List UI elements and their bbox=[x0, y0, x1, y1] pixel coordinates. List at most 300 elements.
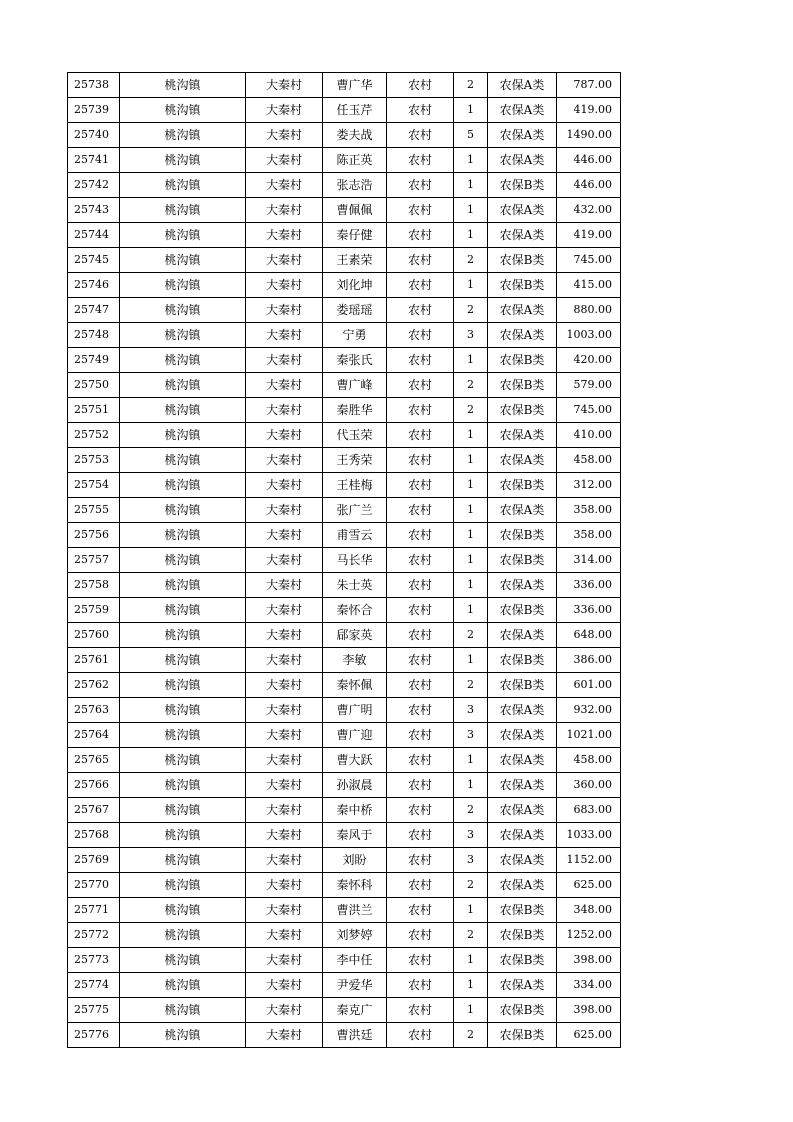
town-cell: 桃沟镇 bbox=[120, 198, 246, 223]
village-cell: 大秦村 bbox=[246, 323, 323, 348]
record-number-cell: 25767 bbox=[68, 798, 120, 823]
name-cell: 秦怀科 bbox=[323, 873, 387, 898]
village-cell: 大秦村 bbox=[246, 723, 323, 748]
amount-cell: 458.00 bbox=[557, 748, 621, 773]
member-count-cell: 1 bbox=[454, 223, 488, 248]
amount-cell: 1021.00 bbox=[557, 723, 621, 748]
name-cell: 刘盼 bbox=[323, 848, 387, 873]
household-type-cell: 农村 bbox=[387, 498, 454, 523]
table-row bbox=[68, 223, 621, 248]
record-number-cell: 25745 bbox=[68, 248, 120, 273]
village-cell: 大秦村 bbox=[246, 348, 323, 373]
name-cell: 张志浩 bbox=[323, 173, 387, 198]
household-type-cell: 农村 bbox=[387, 823, 454, 848]
member-count-cell: 1 bbox=[454, 548, 488, 573]
member-count-cell: 3 bbox=[454, 848, 488, 873]
amount-cell: 386.00 bbox=[557, 648, 621, 673]
member-count-cell: 1 bbox=[454, 498, 488, 523]
member-count-cell: 5 bbox=[454, 123, 488, 148]
amount-cell: 358.00 bbox=[557, 523, 621, 548]
table-row bbox=[68, 73, 621, 98]
member-count-cell: 2 bbox=[454, 623, 488, 648]
household-type-cell: 农村 bbox=[387, 223, 454, 248]
insurance-category-cell: 农保B类 bbox=[488, 173, 557, 198]
insurance-category-cell: 农保B类 bbox=[488, 548, 557, 573]
name-cell: 曹广华 bbox=[323, 73, 387, 98]
member-count-cell: 1 bbox=[454, 98, 488, 123]
household-type-cell: 农村 bbox=[387, 698, 454, 723]
record-number-cell: 25739 bbox=[68, 98, 120, 123]
village-cell: 大秦村 bbox=[246, 623, 323, 648]
record-number-cell: 25760 bbox=[68, 623, 120, 648]
name-cell: 张广兰 bbox=[323, 498, 387, 523]
town-cell: 桃沟镇 bbox=[120, 948, 246, 973]
member-count-cell: 1 bbox=[454, 773, 488, 798]
insurance-category-cell: 农保B类 bbox=[488, 523, 557, 548]
town-cell: 桃沟镇 bbox=[120, 73, 246, 98]
record-number-cell: 25754 bbox=[68, 473, 120, 498]
table-row bbox=[68, 473, 621, 498]
town-cell: 桃沟镇 bbox=[120, 148, 246, 173]
table-row bbox=[68, 648, 621, 673]
insurance-category-cell: 农保A类 bbox=[488, 723, 557, 748]
amount-cell: 312.00 bbox=[557, 473, 621, 498]
name-cell: 秦风于 bbox=[323, 823, 387, 848]
town-cell: 桃沟镇 bbox=[120, 223, 246, 248]
amount-cell: 314.00 bbox=[557, 548, 621, 573]
record-number-cell: 25761 bbox=[68, 648, 120, 673]
member-count-cell: 2 bbox=[454, 923, 488, 948]
insurance-category-cell: 农保B类 bbox=[488, 923, 557, 948]
record-number-cell: 25742 bbox=[68, 173, 120, 198]
household-type-cell: 农村 bbox=[387, 548, 454, 573]
record-number-cell: 25762 bbox=[68, 673, 120, 698]
amount-cell: 1033.00 bbox=[557, 823, 621, 848]
household-type-cell: 农村 bbox=[387, 473, 454, 498]
town-cell: 桃沟镇 bbox=[120, 173, 246, 198]
member-count-cell: 1 bbox=[454, 748, 488, 773]
name-cell: 秦中桥 bbox=[323, 798, 387, 823]
household-type-cell: 农村 bbox=[387, 648, 454, 673]
record-number-cell: 25750 bbox=[68, 373, 120, 398]
amount-cell: 336.00 bbox=[557, 573, 621, 598]
village-cell: 大秦村 bbox=[246, 98, 323, 123]
record-number-cell: 25768 bbox=[68, 823, 120, 848]
amount-cell: 579.00 bbox=[557, 373, 621, 398]
insurance-category-cell: 农保A类 bbox=[488, 623, 557, 648]
table-row bbox=[68, 998, 621, 1023]
town-cell: 桃沟镇 bbox=[120, 398, 246, 423]
table-row bbox=[68, 348, 621, 373]
town-cell: 桃沟镇 bbox=[120, 923, 246, 948]
household-type-cell: 农村 bbox=[387, 248, 454, 273]
member-count-cell: 3 bbox=[454, 323, 488, 348]
insurance-category-cell: 农保B类 bbox=[488, 1023, 557, 1048]
household-type-cell: 农村 bbox=[387, 973, 454, 998]
table-row bbox=[68, 98, 621, 123]
amount-cell: 1152.00 bbox=[557, 848, 621, 873]
table-row bbox=[68, 173, 621, 198]
name-cell: 娄瑶瑶 bbox=[323, 298, 387, 323]
village-cell: 大秦村 bbox=[246, 823, 323, 848]
name-cell: 秦怀合 bbox=[323, 598, 387, 623]
village-cell: 大秦村 bbox=[246, 73, 323, 98]
name-cell: 李中任 bbox=[323, 948, 387, 973]
insurance-category-cell: 农保A类 bbox=[488, 223, 557, 248]
insurance-category-cell: 农保B类 bbox=[488, 248, 557, 273]
record-number-cell: 25743 bbox=[68, 198, 120, 223]
insurance-category-cell: 农保B类 bbox=[488, 673, 557, 698]
name-cell: 李敏 bbox=[323, 648, 387, 673]
record-number-cell: 25744 bbox=[68, 223, 120, 248]
insurance-category-cell: 农保B类 bbox=[488, 348, 557, 373]
insurance-category-cell: 农保A类 bbox=[488, 748, 557, 773]
village-cell: 大秦村 bbox=[246, 798, 323, 823]
household-type-cell: 农村 bbox=[387, 148, 454, 173]
village-cell: 大秦村 bbox=[246, 248, 323, 273]
insurance-category-cell: 农保B类 bbox=[488, 648, 557, 673]
insurance-category-cell: 农保A类 bbox=[488, 298, 557, 323]
record-number-cell: 25766 bbox=[68, 773, 120, 798]
name-cell: 曹洪兰 bbox=[323, 898, 387, 923]
name-cell: 曹洪廷 bbox=[323, 1023, 387, 1048]
table-row bbox=[68, 948, 621, 973]
household-type-cell: 农村 bbox=[387, 948, 454, 973]
insurance-category-cell: 农保A类 bbox=[488, 448, 557, 473]
amount-cell: 334.00 bbox=[557, 973, 621, 998]
table-row bbox=[68, 873, 621, 898]
member-count-cell: 1 bbox=[454, 973, 488, 998]
amount-cell: 648.00 bbox=[557, 623, 621, 648]
insurance-category-cell: 农保A类 bbox=[488, 848, 557, 873]
amount-cell: 1490.00 bbox=[557, 123, 621, 148]
amount-cell: 398.00 bbox=[557, 998, 621, 1023]
amount-cell: 787.00 bbox=[557, 73, 621, 98]
town-cell: 桃沟镇 bbox=[120, 848, 246, 873]
town-cell: 桃沟镇 bbox=[120, 473, 246, 498]
town-cell: 桃沟镇 bbox=[120, 673, 246, 698]
member-count-cell: 1 bbox=[454, 948, 488, 973]
record-number-cell: 25770 bbox=[68, 873, 120, 898]
name-cell: 刘化坤 bbox=[323, 273, 387, 298]
village-cell: 大秦村 bbox=[246, 1023, 323, 1048]
table-row bbox=[68, 298, 621, 323]
table-row bbox=[68, 973, 621, 998]
amount-cell: 1003.00 bbox=[557, 323, 621, 348]
table-row bbox=[68, 148, 621, 173]
record-number-cell: 25764 bbox=[68, 723, 120, 748]
village-cell: 大秦村 bbox=[246, 448, 323, 473]
village-cell: 大秦村 bbox=[246, 948, 323, 973]
table-row bbox=[68, 448, 621, 473]
record-number-cell: 25771 bbox=[68, 898, 120, 923]
member-count-cell: 3 bbox=[454, 823, 488, 848]
name-cell: 曹广峰 bbox=[323, 373, 387, 398]
town-cell: 桃沟镇 bbox=[120, 898, 246, 923]
name-cell: 秦克广 bbox=[323, 998, 387, 1023]
village-cell: 大秦村 bbox=[246, 173, 323, 198]
name-cell: 曹广迎 bbox=[323, 723, 387, 748]
member-count-cell: 2 bbox=[454, 873, 488, 898]
household-type-cell: 农村 bbox=[387, 748, 454, 773]
name-cell: 曹大跃 bbox=[323, 748, 387, 773]
member-count-cell: 3 bbox=[454, 698, 488, 723]
name-cell: 代玉荣 bbox=[323, 423, 387, 448]
household-type-cell: 农村 bbox=[387, 273, 454, 298]
town-cell: 桃沟镇 bbox=[120, 123, 246, 148]
record-number-cell: 25763 bbox=[68, 698, 120, 723]
member-count-cell: 1 bbox=[454, 423, 488, 448]
household-type-cell: 农村 bbox=[387, 448, 454, 473]
record-number-cell: 25752 bbox=[68, 423, 120, 448]
town-cell: 桃沟镇 bbox=[120, 298, 246, 323]
table-row bbox=[68, 1023, 621, 1048]
town-cell: 桃沟镇 bbox=[120, 798, 246, 823]
table-row bbox=[68, 823, 621, 848]
village-cell: 大秦村 bbox=[246, 523, 323, 548]
amount-cell: 336.00 bbox=[557, 598, 621, 623]
table-row bbox=[68, 923, 621, 948]
amount-cell: 745.00 bbox=[557, 248, 621, 273]
record-number-cell: 25769 bbox=[68, 848, 120, 873]
village-cell: 大秦村 bbox=[246, 398, 323, 423]
member-count-cell: 1 bbox=[454, 198, 488, 223]
record-number-cell: 25756 bbox=[68, 523, 120, 548]
member-count-cell: 2 bbox=[454, 398, 488, 423]
member-count-cell: 1 bbox=[454, 148, 488, 173]
member-count-cell: 1 bbox=[454, 523, 488, 548]
table-row bbox=[68, 623, 621, 648]
table-row bbox=[68, 748, 621, 773]
record-number-cell: 25759 bbox=[68, 598, 120, 623]
member-count-cell: 1 bbox=[454, 448, 488, 473]
amount-cell: 601.00 bbox=[557, 673, 621, 698]
town-cell: 桃沟镇 bbox=[120, 248, 246, 273]
records-table-body bbox=[68, 73, 621, 1048]
town-cell: 桃沟镇 bbox=[120, 548, 246, 573]
town-cell: 桃沟镇 bbox=[120, 423, 246, 448]
household-type-cell: 农村 bbox=[387, 723, 454, 748]
name-cell: 任玉芹 bbox=[323, 98, 387, 123]
village-cell: 大秦村 bbox=[246, 648, 323, 673]
town-cell: 桃沟镇 bbox=[120, 723, 246, 748]
household-type-cell: 农村 bbox=[387, 773, 454, 798]
insurance-category-cell: 农保A类 bbox=[488, 98, 557, 123]
member-count-cell: 2 bbox=[454, 673, 488, 698]
name-cell: 宁勇 bbox=[323, 323, 387, 348]
household-type-cell: 农村 bbox=[387, 348, 454, 373]
village-cell: 大秦村 bbox=[246, 498, 323, 523]
name-cell: 王桂梅 bbox=[323, 473, 387, 498]
insurance-category-cell: 农保B类 bbox=[488, 998, 557, 1023]
village-cell: 大秦村 bbox=[246, 298, 323, 323]
name-cell: 王素荣 bbox=[323, 248, 387, 273]
insurance-category-cell: 农保A类 bbox=[488, 698, 557, 723]
name-cell: 尹爱华 bbox=[323, 973, 387, 998]
town-cell: 桃沟镇 bbox=[120, 998, 246, 1023]
household-type-cell: 农村 bbox=[387, 873, 454, 898]
town-cell: 桃沟镇 bbox=[120, 598, 246, 623]
amount-cell: 458.00 bbox=[557, 448, 621, 473]
table-row bbox=[68, 398, 621, 423]
record-number-cell: 25755 bbox=[68, 498, 120, 523]
table-row bbox=[68, 123, 621, 148]
household-type-cell: 农村 bbox=[387, 623, 454, 648]
village-cell: 大秦村 bbox=[246, 473, 323, 498]
village-cell: 大秦村 bbox=[246, 273, 323, 298]
name-cell: 孙淑晨 bbox=[323, 773, 387, 798]
name-cell: 曹佩佩 bbox=[323, 198, 387, 223]
town-cell: 桃沟镇 bbox=[120, 523, 246, 548]
record-number-cell: 25774 bbox=[68, 973, 120, 998]
record-number-cell: 25738 bbox=[68, 73, 120, 98]
table-row bbox=[68, 248, 621, 273]
town-cell: 桃沟镇 bbox=[120, 873, 246, 898]
household-type-cell: 农村 bbox=[387, 848, 454, 873]
household-type-cell: 农村 bbox=[387, 423, 454, 448]
household-type-cell: 农村 bbox=[387, 323, 454, 348]
record-number-cell: 25741 bbox=[68, 148, 120, 173]
member-count-cell: 1 bbox=[454, 648, 488, 673]
name-cell: 朱士英 bbox=[323, 573, 387, 598]
village-cell: 大秦村 bbox=[246, 873, 323, 898]
record-number-cell: 25776 bbox=[68, 1023, 120, 1048]
town-cell: 桃沟镇 bbox=[120, 823, 246, 848]
record-number-cell: 25747 bbox=[68, 298, 120, 323]
name-cell: 马长华 bbox=[323, 548, 387, 573]
insurance-category-cell: 农保A类 bbox=[488, 773, 557, 798]
record-number-cell: 25765 bbox=[68, 748, 120, 773]
village-cell: 大秦村 bbox=[246, 673, 323, 698]
town-cell: 桃沟镇 bbox=[120, 348, 246, 373]
village-cell: 大秦村 bbox=[246, 598, 323, 623]
village-cell: 大秦村 bbox=[246, 148, 323, 173]
record-number-cell: 25751 bbox=[68, 398, 120, 423]
town-cell: 桃沟镇 bbox=[120, 623, 246, 648]
table-row bbox=[68, 898, 621, 923]
amount-cell: 410.00 bbox=[557, 423, 621, 448]
member-count-cell: 2 bbox=[454, 798, 488, 823]
village-cell: 大秦村 bbox=[246, 998, 323, 1023]
insurance-category-cell: 农保A类 bbox=[488, 73, 557, 98]
amount-cell: 420.00 bbox=[557, 348, 621, 373]
insurance-category-cell: 农保A类 bbox=[488, 148, 557, 173]
amount-cell: 446.00 bbox=[557, 148, 621, 173]
record-number-cell: 25746 bbox=[68, 273, 120, 298]
household-type-cell: 农村 bbox=[387, 923, 454, 948]
amount-cell: 419.00 bbox=[557, 223, 621, 248]
name-cell: 秦张氏 bbox=[323, 348, 387, 373]
table-row bbox=[68, 673, 621, 698]
member-count-cell: 1 bbox=[454, 573, 488, 598]
table-row bbox=[68, 698, 621, 723]
insurance-category-cell: 农保A类 bbox=[488, 573, 557, 598]
village-cell: 大秦村 bbox=[246, 698, 323, 723]
village-cell: 大秦村 bbox=[246, 848, 323, 873]
household-type-cell: 农村 bbox=[387, 73, 454, 98]
member-count-cell: 2 bbox=[454, 73, 488, 98]
amount-cell: 360.00 bbox=[557, 773, 621, 798]
table-row bbox=[68, 598, 621, 623]
name-cell: 陈正英 bbox=[323, 148, 387, 173]
town-cell: 桃沟镇 bbox=[120, 323, 246, 348]
insurance-category-cell: 农保A类 bbox=[488, 423, 557, 448]
household-type-cell: 农村 bbox=[387, 98, 454, 123]
record-number-cell: 25757 bbox=[68, 548, 120, 573]
town-cell: 桃沟镇 bbox=[120, 748, 246, 773]
amount-cell: 432.00 bbox=[557, 198, 621, 223]
household-type-cell: 农村 bbox=[387, 898, 454, 923]
table-row bbox=[68, 198, 621, 223]
insurance-category-cell: 农保A类 bbox=[488, 198, 557, 223]
name-cell: 秦怀佩 bbox=[323, 673, 387, 698]
household-type-cell: 农村 bbox=[387, 123, 454, 148]
amount-cell: 419.00 bbox=[557, 98, 621, 123]
town-cell: 桃沟镇 bbox=[120, 498, 246, 523]
insurance-category-cell: 农保A类 bbox=[488, 123, 557, 148]
town-cell: 桃沟镇 bbox=[120, 698, 246, 723]
insurance-category-cell: 农保B类 bbox=[488, 273, 557, 298]
amount-cell: 683.00 bbox=[557, 798, 621, 823]
insurance-category-cell: 农保A类 bbox=[488, 973, 557, 998]
household-type-cell: 农村 bbox=[387, 373, 454, 398]
record-number-cell: 25772 bbox=[68, 923, 120, 948]
table-row bbox=[68, 498, 621, 523]
amount-cell: 932.00 bbox=[557, 698, 621, 723]
table-row bbox=[68, 523, 621, 548]
table-row bbox=[68, 798, 621, 823]
household-type-cell: 农村 bbox=[387, 198, 454, 223]
household-type-cell: 农村 bbox=[387, 1023, 454, 1048]
town-cell: 桃沟镇 bbox=[120, 98, 246, 123]
member-count-cell: 2 bbox=[454, 298, 488, 323]
name-cell: 曹广明 bbox=[323, 698, 387, 723]
amount-cell: 880.00 bbox=[557, 298, 621, 323]
household-type-cell: 农村 bbox=[387, 598, 454, 623]
insurance-category-cell: 农保A类 bbox=[488, 323, 557, 348]
town-cell: 桃沟镇 bbox=[120, 373, 246, 398]
town-cell: 桃沟镇 bbox=[120, 648, 246, 673]
member-count-cell: 3 bbox=[454, 723, 488, 748]
amount-cell: 446.00 bbox=[557, 173, 621, 198]
member-count-cell: 2 bbox=[454, 1023, 488, 1048]
member-count-cell: 2 bbox=[454, 373, 488, 398]
insurance-category-cell: 农保A类 bbox=[488, 498, 557, 523]
village-cell: 大秦村 bbox=[246, 973, 323, 998]
amount-cell: 415.00 bbox=[557, 273, 621, 298]
household-type-cell: 农村 bbox=[387, 298, 454, 323]
village-cell: 大秦村 bbox=[246, 198, 323, 223]
village-cell: 大秦村 bbox=[246, 898, 323, 923]
name-cell: 王秀荣 bbox=[323, 448, 387, 473]
member-count-cell: 1 bbox=[454, 473, 488, 498]
record-number-cell: 25775 bbox=[68, 998, 120, 1023]
amount-cell: 398.00 bbox=[557, 948, 621, 973]
town-cell: 桃沟镇 bbox=[120, 273, 246, 298]
town-cell: 桃沟镇 bbox=[120, 973, 246, 998]
name-cell: 刘梦婷 bbox=[323, 923, 387, 948]
village-cell: 大秦村 bbox=[246, 373, 323, 398]
insurance-category-cell: 农保B类 bbox=[488, 373, 557, 398]
name-cell: 郈家英 bbox=[323, 623, 387, 648]
member-count-cell: 1 bbox=[454, 348, 488, 373]
insurance-category-cell: 农保A类 bbox=[488, 798, 557, 823]
amount-cell: 625.00 bbox=[557, 1023, 621, 1048]
insurance-category-cell: 农保A类 bbox=[488, 823, 557, 848]
member-count-cell: 1 bbox=[454, 898, 488, 923]
village-cell: 大秦村 bbox=[246, 773, 323, 798]
household-type-cell: 农村 bbox=[387, 998, 454, 1023]
